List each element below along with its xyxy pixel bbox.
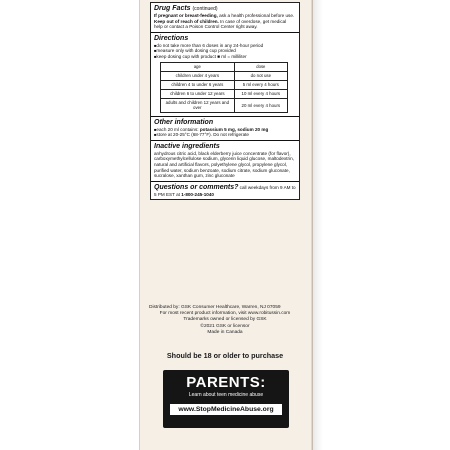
distributor-info: [147, 305, 303, 336]
inactive-ingredients-text: anhydrous citric acid, black elderberry juice concentrate (for flavor), carboxymethylcellulose sodium, glycerin liquid glucose, maltodextrin, natural and artificial flavors, polyethylene glycol, propylene glycol, purified water, sodium benzoate, sodium citrate, sodium gluconate, sucralose, xanthan gum, zinc gluconate: [154, 150, 294, 179]
table-row: [161, 71, 288, 80]
other-information-section: [151, 116, 299, 140]
dosing-dose-cell: do not use: [234, 71, 287, 80]
parents-subline: Learn about teen medicine abuse: [188, 392, 264, 398]
other-info-bold: potassium 5 mg, sodium 20 mg: [199, 126, 269, 132]
dosing-header-age: age: [161, 62, 235, 71]
dosing-age-cell: children under 4 years: [161, 71, 235, 80]
dosing-table-header: [161, 62, 288, 71]
directions-bullet: ■ measure only with dosing cup provided: [154, 48, 296, 54]
dosing-dose-cell: 5 ml every 4 hours: [234, 80, 287, 89]
table-row: [161, 80, 288, 89]
parents-headline: PARENTS:: [186, 374, 266, 391]
drug-facts-header-section: [151, 3, 299, 32]
directions-title: Directions: [154, 34, 189, 42]
questions-phone: 1-800-245-1040: [181, 191, 214, 197]
drug-facts-title-text: Drug Facts: [154, 5, 191, 12]
parents-url: www.StopMedicineAbuse.org: [170, 404, 282, 415]
age-restriction-notice: Should be 18 or older to purchase: [166, 351, 284, 360]
drug-facts-title: [154, 5, 296, 13]
directions-section: [151, 32, 299, 116]
distributor-line: Distributed by: GSK Consumer Healthcare, Warren, NJ 07059: [149, 305, 281, 310]
dosing-age-cell: children 4 to under 6 years: [161, 80, 235, 89]
inactive-ingredients-section: [151, 140, 299, 181]
other-info-text: each 20 ml contains:: [156, 126, 200, 132]
pregnant-warning-bold: If pregnant or breast-feeding,: [154, 13, 218, 18]
directions-bullet: ■ keep dosing cup with product ■ ml = milliliter: [154, 54, 296, 60]
keep-out-warning: [154, 19, 296, 30]
questions-text: call weekdays from 9 AM to 5 PM EST at: [154, 184, 296, 197]
dosing-age-cell: adults and children 12 years and over: [161, 98, 235, 112]
made-in-line: Made in Canada: [207, 329, 243, 335]
dosing-age-cell: children 6 to under 12 years: [161, 89, 235, 98]
drug-facts-continued: (continued): [192, 6, 218, 12]
table-row: [161, 98, 288, 112]
copyright-line: ©2021 GSK or licensor: [200, 323, 250, 329]
other-information-title: Other information: [154, 118, 214, 126]
other-info-line: ■ store at 20-25°C (68-77°F). Do not refrigerate: [154, 132, 296, 138]
drug-facts-panel: [150, 2, 300, 200]
dosing-table: [160, 62, 288, 113]
dosing-header-dose: dose: [234, 62, 287, 71]
keep-out-bold: Keep out of reach of children.: [154, 18, 219, 24]
questions-title: Questions or comments?: [154, 183, 239, 191]
distributor-line: For most recent product information, visit www.robitussin.com: [159, 311, 291, 317]
directions-bullet: ■ do not take more than 6 doses in any 24-hour period: [154, 43, 296, 49]
inactive-ingredients-title: Inactive ingredients: [154, 142, 220, 150]
questions-section: [151, 181, 299, 200]
trademark-line: Trademarks owned or licensed by GSK: [183, 317, 267, 323]
keep-out-text: In case of overdose, get medical help or contact a Poison Control Center right away.: [154, 18, 287, 30]
box-edge-shadow: [311, 0, 323, 450]
table-row: [161, 89, 288, 98]
pregnant-warning-text: ask a health professional before use.: [217, 13, 295, 18]
dosing-dose-cell: 20 ml every 4 hours: [234, 98, 287, 112]
dosing-dose-cell: 10 ml every 4 hours: [234, 89, 287, 98]
parents-notice-box: [163, 370, 289, 428]
